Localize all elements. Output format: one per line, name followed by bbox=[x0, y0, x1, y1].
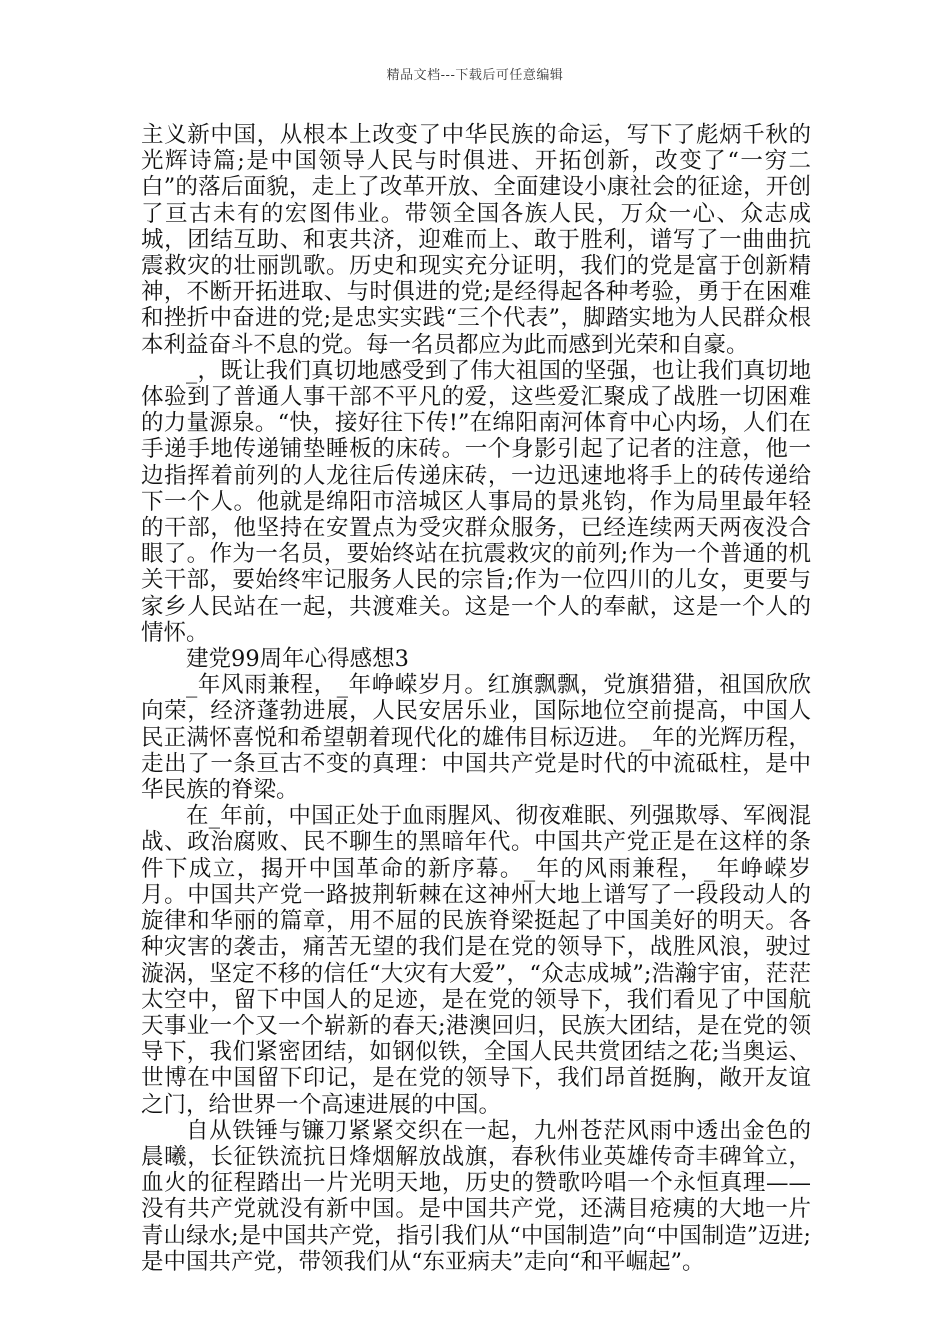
paragraph-continuation: 主义新中国，从根本上改变了中华民族的命运，写下了彪炳千秋的光辉诗篇;是中国领导人民与时俱进、开拓创新，改变了“一穷二白”的落后面貌，走上了改革开放、全面建设小康社会的征途，开创了亘古未有的宏图伟业。带领全国各族人民，万众一心、众志成城，团结互助、和衷共济，迎难而上、敢于胜利，谱写了一曲曲抗震救灾的壮丽凯歌。历史和现实充分证明，我们的党是富于创新精神，不断开拓进取、与时俱进的党;是经得起各种考验，勇于在困难和挫折中奋进的党;是忠实实践“三个代表”，脚踏实地为人民群众根本利益奋斗不息的党。每一名员都应为此而感到光荣和自豪。 bbox=[141, 122, 811, 358]
document-body bbox=[141, 122, 811, 1275]
section-heading: 建党99周年心得感想3 bbox=[186, 646, 409, 673]
paragraph-earthquake-story: _，既让我们真切地感受到了伟大祖国的坚强，也让我们真切地体验到了普通人事干部不平凡的爱，这些爱汇聚成了战胜一切困难的力量源泉。“快，接好往下传!”在绵阳南河体育中心内场，人们在手递手地传递铺垫睡板的床砖。一个身影引起了记者的注意，他一边指挥着前列的人龙往后传递床砖，一边迅速地将手上的砖传递给下一个人。他就是绵阳市涪城区人事局的景兆钧，作为局里最年轻的干部，他坚持在安置点为受灾群众服务，已经连续两天两夜没合眼了。作为一名员，要始终站在抗震救灾的前列;作为一个普通的机关干部，要始终牢记服务人民的宗旨;作为一位四川的儿女，更要与家乡人民站在一起，共渡难关。这是一个人的奉献，这是一个人的情怀。 bbox=[141, 357, 811, 646]
paragraph-history: 在_年前，中国正处于血雨腥风、彻夜难眠、列强欺辱、军阀混战、政治腐败、民不聊生的黑暗年代。中国共产党正是在这样的条件下成立，揭开中国革命的新序幕。_年的风雨兼程，_年峥嵘岁月。中国共产党一路披荆斩棘在这神州大地上谱写了一段段动人的旋律和华丽的篇章，用不屈的民族脊梁挺起了中国美好的明天。各种灾害的袭击，痛苦无望的我们是在党的领导下，战胜风浪，驶过漩涡，坚定不移的信任“大灾有大爱”，“众志成城”;浩瀚宇宙，茫茫太空中，留下中国人的足迹，是在党的领导下，我们看见了中国航天事业一个又一个崭新的春天;港澳回归，民族大团结，是在党的领导下，我们紧密团结，如钢似铁，全国人民共赏团结之花;当奥运、世博在中国留下印记，是在党的领导下，我们昂首挺胸，敞开友谊之门，给世界一个高速进展的中国。 bbox=[141, 803, 811, 1118]
paragraph-intro: _年风雨兼程，_年峥嵘岁月。红旗飘飘，党旗猎猎，祖国欣欣向荣，经济蓬勃进展，人民安居乐业，国际地位空前提高，中国人民正满怀喜悦和希望朝着现代化的雄伟目标迈进。_年的光辉历程，走出了一条亘古不变的真理：中国共产党是时代的中流砥柱，是中华民族的脊梁。 bbox=[141, 672, 811, 804]
page-header: 精品文档---下载后可任意编辑 bbox=[386, 68, 564, 83]
paragraph-hammer-sickle: 自从铁锤与镰刀紧紧交织在一起，九州苍茫风雨中透出金色的晨曦，长征铁流抗日烽烟解放战旗，春秋伟业英雄传奇丰碑耸立，血火的征程踏出一片光明天地，历史的赞歌吟唱一个永恒真理——没有共产党就没有新中国。是中国共产党，还满目疮痍的大地一片青山绿水;是中国共产党，指引我们从“中国制造”向“中国制造”迈进;是中国共产党，带领我们从“东亚病夫”走向“和平崛起”。 bbox=[141, 1117, 811, 1275]
